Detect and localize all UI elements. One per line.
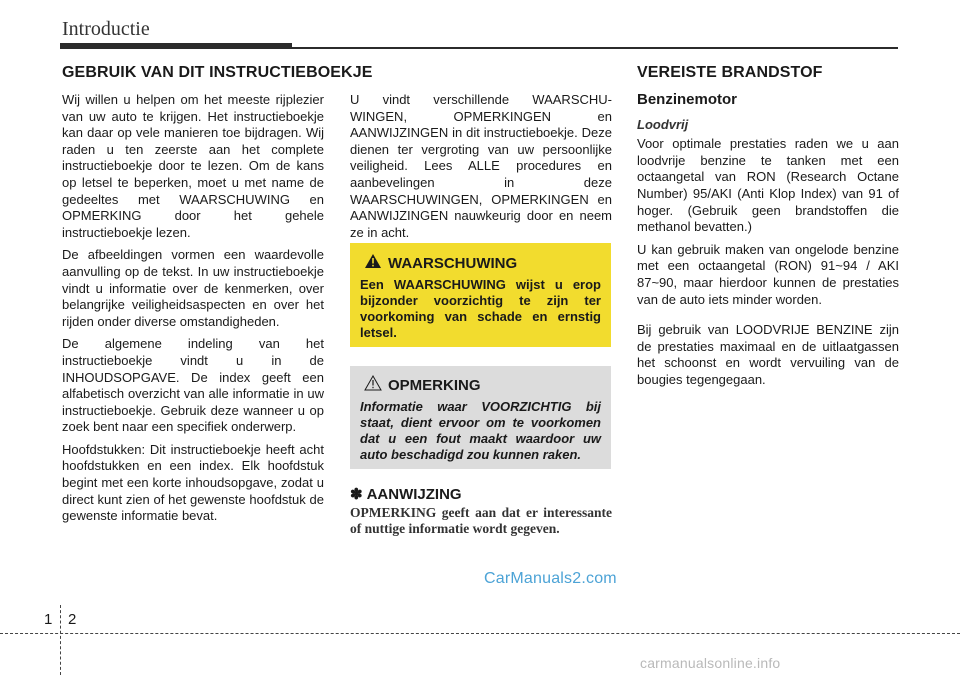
warning-title [360, 253, 601, 273]
subhead-loodvrij: Loodvrij [637, 116, 689, 132]
warning-triangle-icon [364, 253, 382, 273]
right-paragraph: Bij gebruik van LOODVRIJE BENZINE zijn de prestaties maximaal en de uitlaatgassen het schoonst en wordt vervuiling van de bougies tegengegaan. [637, 322, 899, 387]
page-header-title: Introductie [62, 18, 150, 40]
page-number: 2 [68, 611, 77, 628]
section-title-gebruik: GEBRUIK VAN DIT INSTRUCTIEBOEKJE [62, 64, 373, 81]
tip-text: OPMERKING geeft aan dat er interessante of nuttige informatie wordt gegeven. [350, 505, 612, 536]
caution-triangle-icon [364, 375, 382, 395]
tip-title [350, 485, 462, 503]
right-paragraph: Voor optimale prestaties raden we u aan loodvrije benzine te tanken met een octaangetal van RON (Research Octane Number) 95/AKI (Anti Klop Index) van 91 of hoger. (Gebruik geen brandstoffen die methanol bevatten.) [637, 136, 899, 235]
header-rule-thin [292, 47, 898, 49]
right-paragraph: U kan gebruik maken van ongelode benzine met een octaangetal (RON) 91~94 / AKI 87~90, maar hierdoor kunnen de prestaties van de auto iets minder worden. [637, 241, 899, 307]
tip-title-text: AANWIJZING [366, 485, 462, 503]
left-paragraph: De afbeeldingen vormen een waardevolle aanvulling op de tekst. In uw instructieboekje vindt u informatie over de kenmerken, over belangrijke veiligheidsaspecten en over het rijden onder diverse omstandigheden. [62, 247, 324, 329]
note-text: Informatie waar VOORZICHTIG bij staat, dient ervoor om te voorkomen dat u een fout maakt waardoor uw auto beschadigd zou kunnen raken. [360, 399, 601, 462]
note-title [360, 375, 601, 395]
footer-divider [60, 605, 61, 675]
left-paragraph: Hoofdstukken: Dit instructieboekje heeft acht hoofdstukken en een index. Elk hoofdstuk begint met een korte inhoudsopgave, zodat u direct kunt zien of het gewenste hoofdstuk de gewenste informatie bevat. [62, 441, 324, 524]
warning-text: Een WAARSCHUWING wijst u erop bijzonder voorzichtig te zijn ter voorkoming van schade en ernstig letsel. [360, 277, 601, 340]
watermark-carmanuals2: CarManuals2.com [484, 570, 617, 587]
warning-title-text: WAARSCHUWING [388, 254, 518, 272]
asterisk-icon: ✽ [350, 486, 363, 503]
header-rule-thick [60, 43, 292, 49]
middle-column [350, 92, 612, 247]
note-box [350, 366, 611, 469]
watermark-carmanualsonline: carmanualsonline.info [640, 655, 781, 671]
left-paragraph: Wij willen u helpen om het meeste rijplezier van uw auto te krijgen. Het instructieboekje kan daar op vele manieren toe bijdragen. Wij raden u ten zeerste aan het complete instructieboekje door te lezen. Om de kans op letsel te beperken, moet u met name de gedeeltes met WAARSCHUWING en OPMERKING door het gehele instructieboekje lezen. [62, 92, 324, 240]
left-paragraph: De algemene indeling van het instructieboekje vindt u in de INHOUDSOPGAVE. De index geeft een alfabetisch overzicht van alle informatie in uw instructieboekje. Gebruik deze wanneer u op zoek bent naar een specifiek onderwerp. [62, 336, 324, 435]
middle-paragraph: U vindt verschillende WAARSCHU- WINGEN, OPMERKINGEN en AANWIJZINGEN in dit instructieboekje. Deze dienen ter vergroting van uw persoonlijke veiligheid. Lees ALLE procedures en aanbevelingen in deze WAARSCHUWINGEN, OPMERKINGEN en AANWIJZINGEN nauwkeurig door en neem ze in acht. [350, 92, 612, 240]
subhead-benzinemotor: Benzinemotor [637, 91, 738, 108]
right-column [637, 92, 899, 395]
section-title-brandstof: VEREISTE BRANDSTOF [637, 64, 823, 81]
chapter-number: 1 [44, 611, 53, 628]
note-title-text: OPMERKING [388, 376, 481, 394]
left-column [62, 92, 324, 531]
warning-box [350, 243, 611, 347]
footer-rule [0, 633, 960, 634]
